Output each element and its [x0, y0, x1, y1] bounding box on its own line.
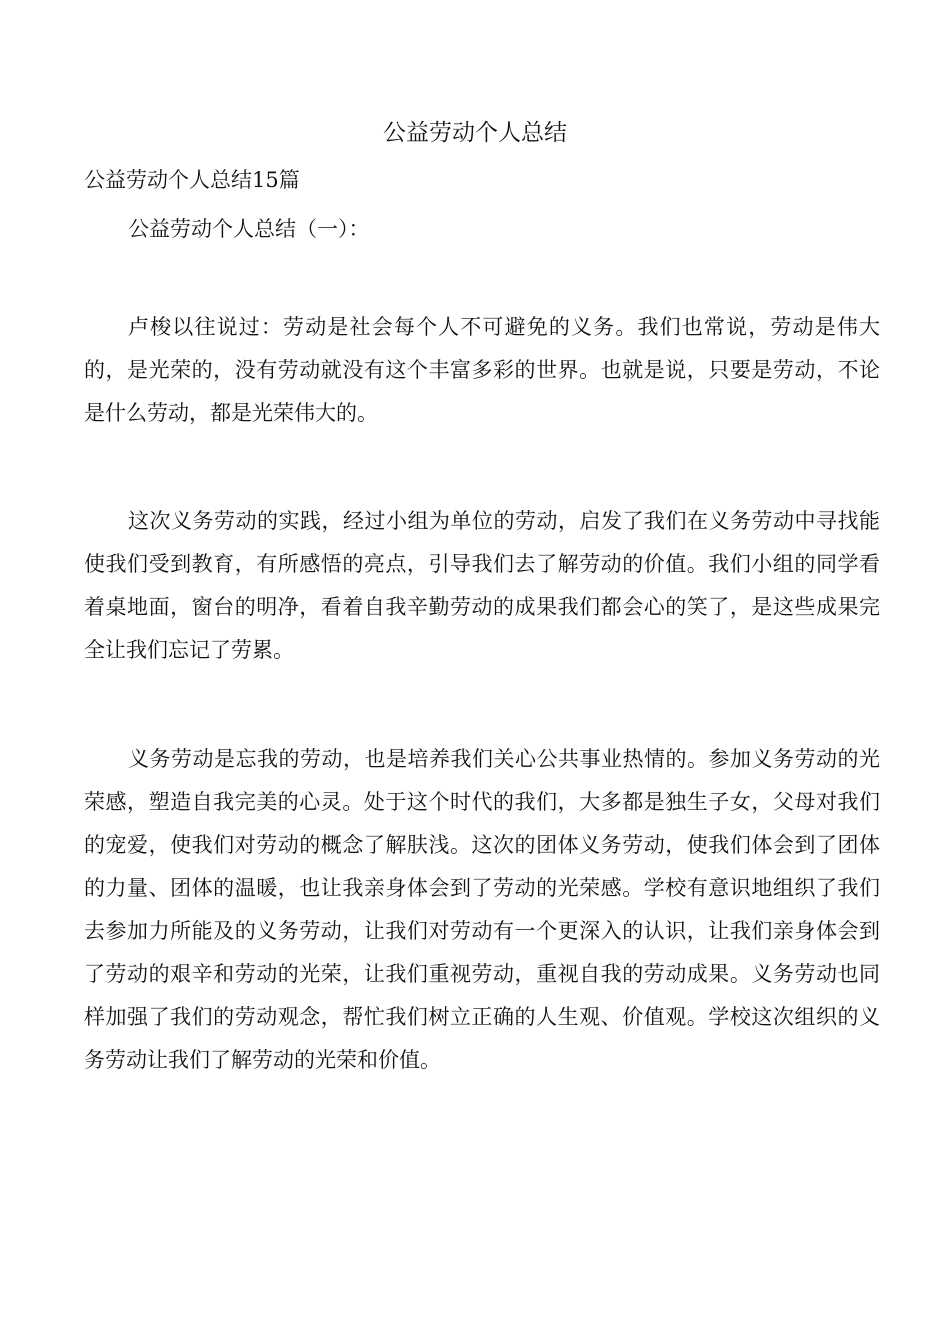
- body-paragraph-2: 这次义务劳动的实践，经过小组为单位的劳动，启发了我们在义务劳动中寻找能使我们受到教育，有所感悟的亮点，引导我们去了解劳动的价值。我们小组的同学看着桌地面，窗台的明净，看着自我辛勤劳动的成果我们都会心的笑了，是这些成果完全让我们忘记了劳累。: [84, 509, 880, 662]
- document-subtitle: 公益劳动个人总结15篇: [84, 168, 300, 192]
- document-title: 公益劳动个人总结: [383, 120, 567, 146]
- section-heading: 公益劳动个人总结（一）：: [128, 217, 370, 241]
- body-paragraph-1: 卢梭以往说过：劳动是社会每个人不可避免的义务。我们也常说，劳动是伟大的，是光荣的，没有劳动就没有这个丰富多彩的世界。也就是说，只要是劳动，不论是什么劳动，都是光荣伟大的。: [84, 315, 880, 425]
- body-paragraph-3: 义务劳动是忘我的劳动，也是培养我们关心公共事业热情的。参加义务劳动的光荣感，塑造自我完美的心灵。处于这个时代的我们，大多都是独生子女，父母对我们的宠爱，使我们对劳动的概念了解肤浅。这次的团体义务劳动，使我们体会到了团体的力量、团体的温暖，也让我亲身体会到了劳动的光荣感。学校有意识地组织了我们去参加力所能及的义务劳动，让我们对劳动有一个更深入的认识，让我们亲身体会到了劳动的艰辛和劳动的光荣，让我们重视劳动，重视自我的劳动成果。义务劳动也同样加强了我们的劳动观念，帮忙我们树立正确的人生观、价值观。学校这次组织的义务劳动让我们了解劳动的光荣和价值。: [84, 747, 880, 1072]
